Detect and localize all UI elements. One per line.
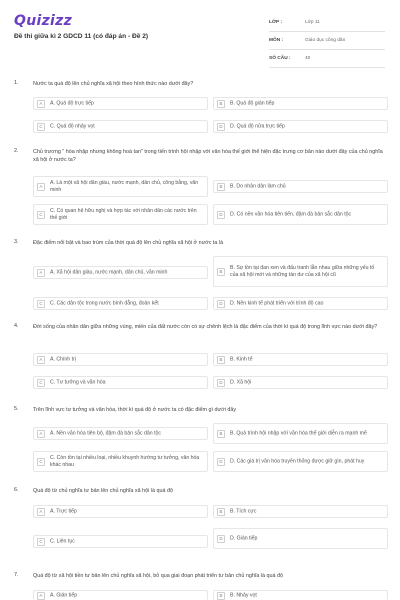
option-letter-badge: A: [37, 356, 45, 364]
option-text: A. Gián tiếp: [50, 592, 78, 598]
option-letter-badge: D: [217, 458, 225, 466]
option-b[interactable]: [213, 423, 388, 444]
option-text: D. Quá độ nửa trực tiếp: [230, 123, 285, 129]
option-text: C. Có quan hệ hữu nghị và hợp tác với nhân dân các nước trên thế giới: [50, 207, 197, 221]
option-text: A. Trực tiếp: [50, 508, 77, 514]
option-letter-badge: B: [217, 356, 225, 364]
option-c[interactable]: [33, 120, 208, 133]
option-letter-badge: C: [37, 379, 45, 387]
worksheet-header: [0, 0, 400, 72]
question-text: Trên lĩnh vực tư tưởng và văn hóa, thời kì quá độ ở nước ta có đặc điểm gì dưới đây: [33, 407, 237, 413]
option-letter-badge: B: [217, 592, 225, 600]
question-text: Đặc điểm nổi bật và bao trùm của thời quá độ lên chủ nghĩa xã hội ở nước ta là: [33, 240, 224, 246]
document-title: Đề thi giữa kì 2 GDCD 11 (có đáp án - Đề 2): [14, 33, 149, 40]
option-text: B. Quá độ gián tiếp: [230, 100, 275, 106]
question-text: Đời sống của nhân dân giữa những vùng, miền của đất nước còn có sự chênh lệch là đặc điểm của thời kì quá độ trong lĩnh vực nào dưới đây?: [33, 324, 378, 330]
option-a[interactable]: [33, 505, 208, 518]
option-d[interactable]: [213, 451, 388, 472]
option-letter-badge: D: [217, 535, 225, 543]
option-letter-badge: A: [37, 100, 45, 108]
option-a[interactable]: [33, 590, 208, 600]
option-b[interactable]: [213, 353, 388, 366]
option-text: D. Có nền văn hóa tiên tiến, đậm đà bản sắc dân tộc: [230, 211, 352, 217]
question-number: 6.: [14, 487, 19, 493]
option-text: A. Xã hội dân giàu, nước mạnh, dân chủ, văn minh: [50, 269, 168, 275]
option-text: A. Là một xã hội dân giàu, nước mạnh, dân chủ, công bằng, văn minh: [50, 179, 199, 193]
option-c[interactable]: [33, 376, 208, 389]
question-number: 4.: [14, 323, 19, 329]
option-b[interactable]: [213, 505, 388, 518]
question-text: Chủ trương " hòa nhập nhưng không hoà tan" trong tiến trình hội nhập với văn hóa thế giới thể hiện đặc trưng cơ bản nào dưới đây của chủ nghĩa xã hội ở nước ta?: [33, 149, 383, 163]
meta-row-subject: [269, 32, 385, 50]
option-text: C. Liên tục: [50, 538, 75, 544]
option-letter-badge: B: [217, 508, 225, 516]
option-text: A. Chính trị: [50, 356, 76, 362]
option-a[interactable]: [33, 427, 208, 440]
option-text: C. Tư tưởng và văn hóa: [50, 379, 106, 385]
option-letter-badge: C: [37, 458, 45, 466]
option-text: D. Các giá trị văn hóa truyền thống được giữ gìn, phát huy: [230, 458, 365, 464]
option-c[interactable]: [33, 297, 208, 310]
option-text: B. Sự tồn tại đan xen và đấu tranh lẫn nhau giữa những yếu tố của xã hội mới và những tàn dư của xã hội cũ: [230, 264, 375, 278]
option-c[interactable]: [33, 535, 208, 548]
option-text: C. Quá độ nhảy vọt: [50, 123, 95, 129]
option-letter-badge: A: [37, 430, 45, 438]
meta-value: Lớp 11: [305, 20, 320, 25]
option-d[interactable]: [213, 204, 388, 225]
question-text: Quá độ từ chủ nghĩa tư bản lên chủ nghĩa xã hội là quá độ: [33, 488, 173, 494]
option-text: B. Kinh tế: [230, 356, 253, 362]
quizizz-logo: Quizizz: [14, 13, 73, 29]
option-letter-badge: D: [217, 123, 225, 131]
option-text: D. Xã hội: [230, 379, 252, 385]
meta-label: SỐ CÂU :: [269, 56, 291, 61]
option-text: C. Các dân tộc trong nước bình đẳng, đoàn kết: [50, 300, 159, 306]
option-letter-badge: C: [37, 300, 45, 308]
option-d[interactable]: [213, 528, 388, 549]
option-text: B. Nhảy vọt: [230, 592, 257, 598]
option-letter-badge: A: [37, 269, 45, 277]
option-text: B. Tích cực: [230, 508, 257, 514]
option-letter-badge: C: [37, 211, 45, 219]
question-number: 5.: [14, 406, 19, 412]
option-b[interactable]: [213, 180, 388, 193]
option-letter-badge: D: [217, 379, 225, 387]
option-letter-badge: D: [217, 300, 225, 308]
option-d[interactable]: [213, 376, 388, 389]
option-letter-badge: C: [37, 538, 45, 546]
meta-label: LỚP :: [269, 20, 283, 25]
option-letter-badge: B: [217, 183, 225, 191]
option-letter-badge: A: [37, 508, 45, 516]
option-letter-badge: A: [37, 183, 45, 191]
option-letter-badge: A: [37, 592, 45, 600]
question-number: 1.: [14, 80, 19, 86]
option-letter-badge: B: [217, 430, 225, 438]
option-text: D. Nền kinh tế phát triển với trình độ cao: [230, 300, 324, 306]
option-text: B. Do nhân dân làm chủ: [230, 183, 286, 189]
question-text: Quá độ từ xã hội tiền tư bản lên chủ nghĩa xã hội, bỏ qua giai đoạn phát triển tư bản chủ nghĩa là quá độ: [33, 573, 283, 579]
meta-row-grade: [269, 14, 385, 32]
option-a[interactable]: [33, 353, 208, 366]
question-number: 3.: [14, 239, 19, 245]
question-text: Nước ta quá độ lên chủ nghĩa xã hội theo hình thức nào dưới đây?: [33, 81, 194, 87]
question-number: 7.: [14, 572, 19, 578]
option-a[interactable]: [33, 266, 208, 279]
meta-label: MÔN :: [269, 38, 284, 43]
option-b[interactable]: [213, 97, 388, 110]
option-c[interactable]: [33, 204, 208, 225]
meta-value: Giáo dục công dân: [305, 38, 346, 43]
option-d[interactable]: [213, 297, 388, 310]
option-b[interactable]: [213, 256, 388, 287]
option-text: A. Quá độ trực tiếp: [50, 100, 94, 106]
question-number: 2.: [14, 148, 19, 154]
option-a[interactable]: [33, 176, 208, 197]
option-b[interactable]: [213, 590, 388, 600]
option-d[interactable]: [213, 120, 388, 133]
option-text: B. Quá trình hội nhập với văn hóa thế giới diễn ra mạnh mẽ: [230, 430, 367, 436]
meta-table: [269, 14, 385, 68]
option-a[interactable]: [33, 97, 208, 110]
option-c[interactable]: [33, 451, 208, 472]
option-text: D. Gián tiếp: [230, 535, 258, 541]
option-letter-badge: C: [37, 123, 45, 131]
option-letter-badge: B: [217, 268, 225, 276]
meta-row-question-count: [269, 50, 385, 68]
option-letter-badge: B: [217, 100, 225, 108]
meta-value: 40: [305, 56, 311, 61]
option-text: C. Còn tồn tại nhiều loại, nhiều khuynh hướng tư tưởng, văn hóa khác nhau: [50, 454, 200, 468]
option-letter-badge: D: [217, 211, 225, 219]
option-text: A. Nền văn hóa tiên bộ, đậm đà bản sắc dân tộc: [50, 430, 162, 436]
